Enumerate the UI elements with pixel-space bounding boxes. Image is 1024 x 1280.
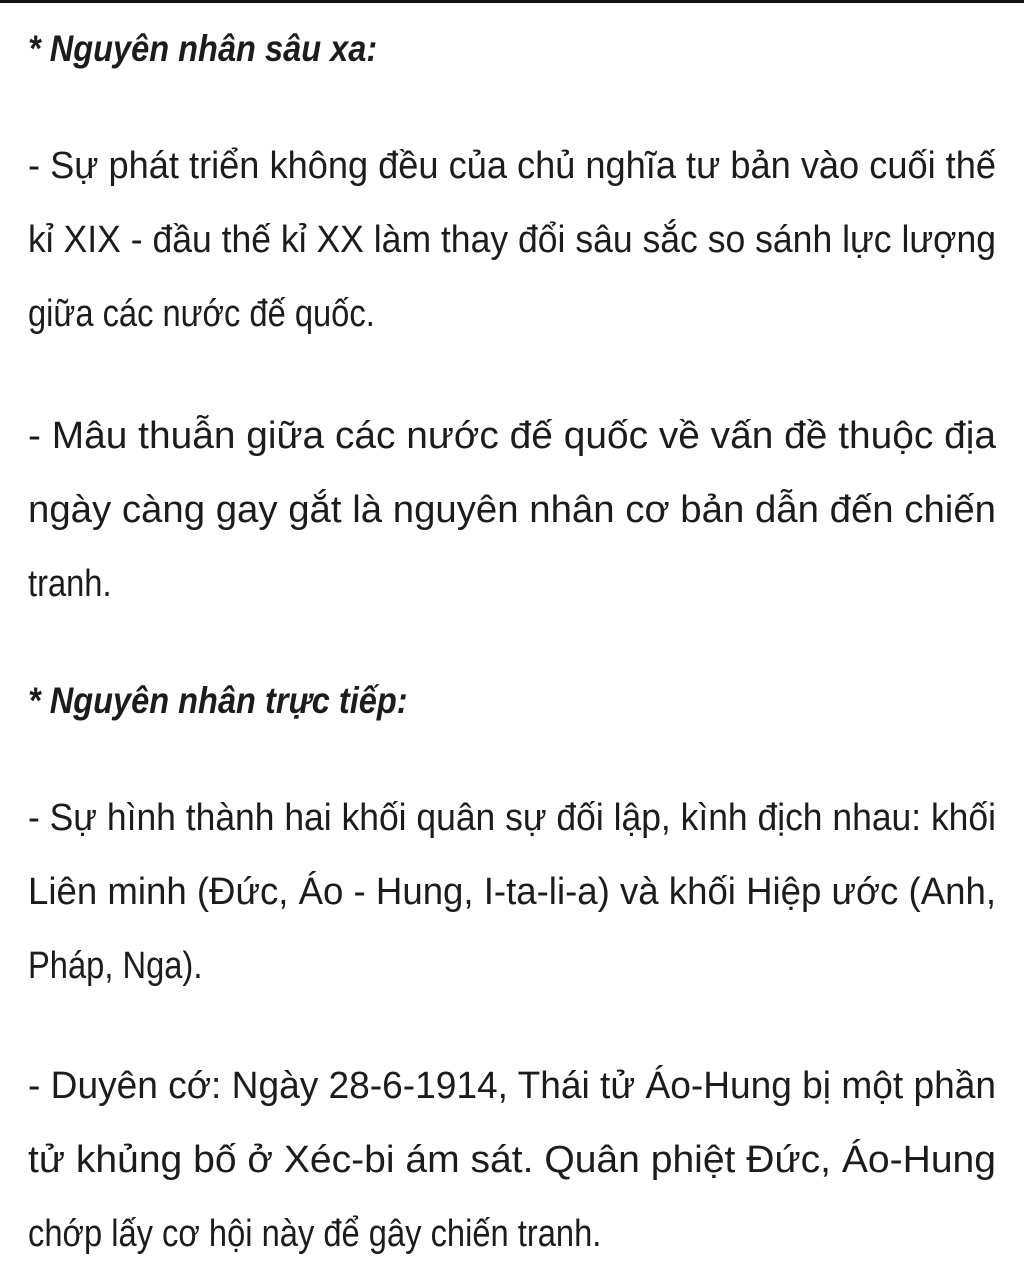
text-line: Pháp, Nga).	[28, 945, 203, 987]
paragraph-pretext	[28, 1049, 996, 1271]
paragraph-military-blocs	[28, 781, 996, 1003]
paragraph-colonial-conflict	[28, 399, 996, 621]
text-line: - Mâu thuẫn giữa các nước đế quốc về vấn đề thuộc địa	[28, 415, 996, 457]
text-line: kỉ XIX - đầu thế kỉ XX làm thay đổi sâu sắc so sánh lực lượng	[28, 219, 996, 261]
section-heading-root-causes: * Nguyên nhân sâu xa:	[28, 28, 378, 69]
text-line: - Sự phát triển không đều của chủ nghĩa tư bản vào cuối thế	[28, 145, 996, 187]
text-line: chớp lấy cơ hội này để gây chiến tranh.	[28, 1213, 602, 1255]
text-line: - Sự hình thành hai khối quân sự đối lập, kình địch nhau: khối	[28, 797, 996, 839]
text-line: ngày càng gay gắt là nguyên nhân cơ bản dẫn đến chiến	[28, 489, 996, 531]
section-heading-direct-causes: * Nguyên nhân trực tiếp:	[28, 680, 408, 721]
text-line: - Duyên cớ: Ngày 28-6-1914, Thái tử Áo-Hung bị một phần	[28, 1065, 996, 1107]
text-line: tranh.	[28, 563, 112, 605]
text-line: Liên minh (Đức, Áo - Hung, I-ta-li-a) và khối Hiệp ước (Anh,	[28, 871, 996, 913]
text-line: giữa các nước đế quốc.	[28, 293, 375, 335]
text-line: tử khủng bố ở Xéc-bi ám sát. Quân phiệt Đức, Áo-Hung	[28, 1139, 996, 1181]
paragraph-uneven-development	[28, 129, 996, 351]
